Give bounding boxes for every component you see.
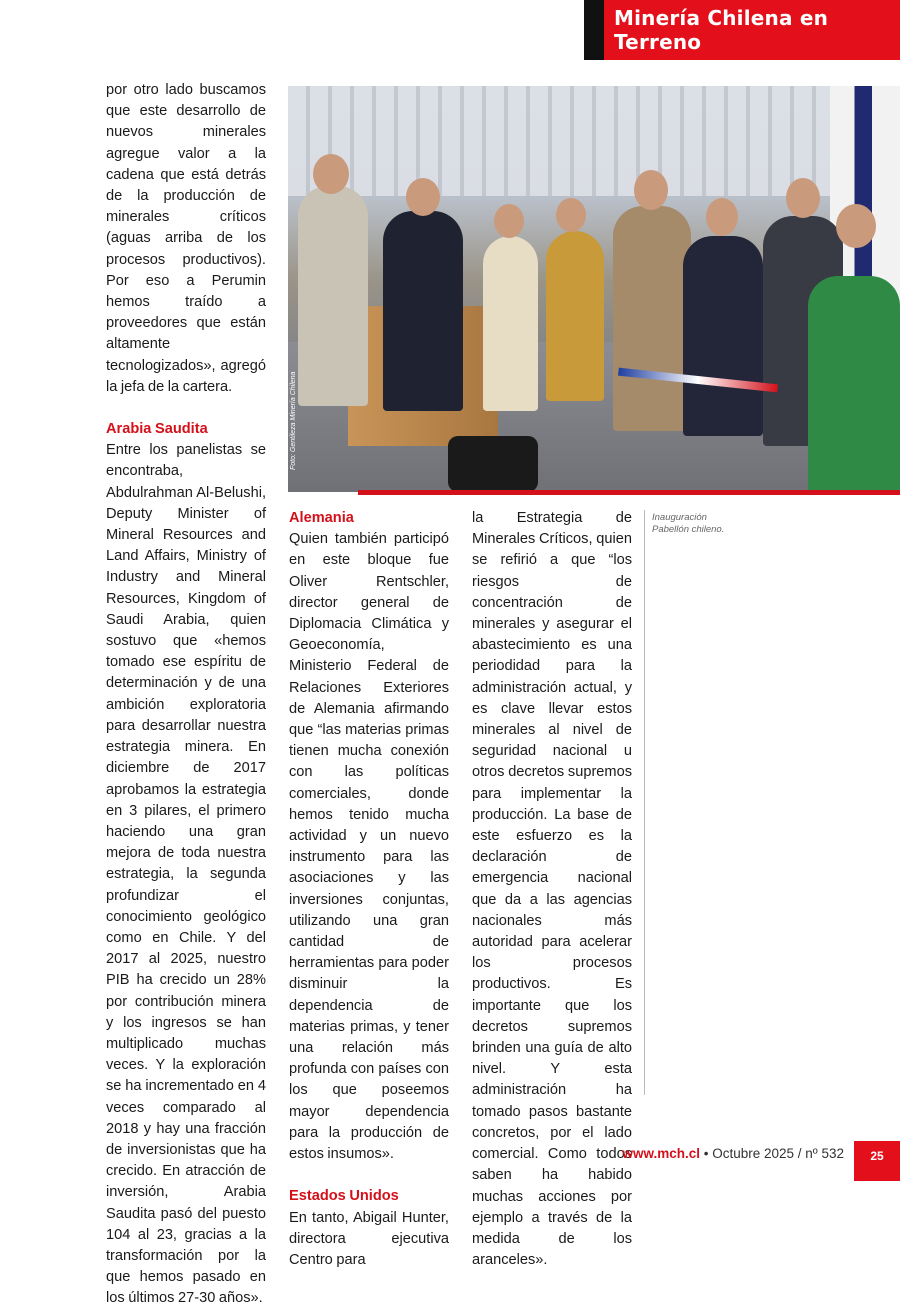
heading-estados-unidos: Estados Unidos bbox=[289, 1188, 399, 1205]
section-header bbox=[584, 0, 900, 60]
photo-caption bbox=[652, 512, 762, 536]
photo-person-head bbox=[406, 178, 440, 216]
caption-line: Inauguración bbox=[652, 512, 707, 523]
intro-paragraph: por otro lado buscamos que este desarrollo de nuevos minerales agregue valor a la cadena que está detrás de la producción de minerales críticos (aguas arriba de los procesos productivos). Por eso a Perumin hemos traído a proveedores que están altamente tecnologizados», agregó la jefa de la cartera. bbox=[106, 82, 266, 395]
footer-url[interactable]: www.mch.cl bbox=[622, 1146, 700, 1161]
photo-person bbox=[298, 186, 368, 406]
article-column-3 bbox=[472, 508, 632, 1271]
arabia-saudita-paragraph: Entre los panelistas se encontraba, Abdulrahman Al-Belushi, Deputy Minister of Mineral Resources and Land Affairs, Ministry of Industry and Mineral Resources, Kingdom of Saudi Arabia, quien sostuvo que «hemos tomado ese espíritu de determinación y de una ambición exploratoria para desarrollar nuestra estrategia minera. En diciembre de 2017 aprobamos la estrategia en 3 pilares, el primero haciendo una gran mejora de toda nuestra estrategia, la segunda profundizar el conocimiento geológico como en Chile. Y del 2017 al 2025, nuestro PIB ha crecido un 28% por contribución minera y los ingresos se han multiplicado muchas veces. Y la exploración se ha incrementado en 4 veces comparado al 2018 y hay una fracción de inversionistas que ha crecido. En atracción de inversión, Arabia Saudita pasó del puesto 104 al 23, gracias a la transformación por la que hemos pasado en los últimos 27-30 años». bbox=[106, 442, 266, 1307]
photo-red-rule bbox=[358, 490, 900, 495]
section-title: Minería Chilena en Terreno bbox=[614, 6, 829, 54]
camera bbox=[448, 436, 538, 492]
photo-person-head bbox=[836, 204, 876, 248]
photo-person bbox=[483, 236, 538, 411]
photo-person-head bbox=[556, 198, 586, 232]
footer-issue: • Octubre 2025 / nº 532 bbox=[700, 1146, 844, 1161]
event-photo bbox=[288, 86, 900, 492]
caption-line: Pabellón chileno. bbox=[652, 524, 725, 535]
photo-person-head bbox=[786, 178, 820, 218]
estados-unidos-continued-paragraph: la Estrategia de Minerales Críticos, quien se refirió a que “los riesgos de concentración de minerales y asegurar el abastecimiento es una periodidad para la administración actual, y es clave llevar estos minerales al nivel de seguridad nacional u otros decretos supremos para implementar la producción. La base de este esfuerzo es la declaración de emergencia nacional que da a las agencias nacionales más autoridad para acelerar los procesos productivos. Es importante que los decretos supremos brinden una guía de alto nivel. Y esta administración ha tomado pasos bastante concretos, por el lado comercial. Como todos saben ha habido muchas acciones por ejemplo a través de la medida de los aranceles». bbox=[472, 510, 632, 1269]
heading-arabia-saudita: Arabia Saudita bbox=[106, 421, 208, 438]
page-footer bbox=[622, 1146, 844, 1161]
photo-person bbox=[808, 276, 900, 492]
photo-person-head bbox=[313, 154, 349, 194]
heading-alemania: Alemania bbox=[289, 510, 354, 526]
photo-person-head bbox=[706, 198, 738, 236]
photo-person-head bbox=[634, 170, 668, 210]
header-tab-accent bbox=[584, 0, 604, 60]
alemania-paragraph: Quien también participó en este bloque fue Oliver Rentschler, director general de Diplomacia Climática y Geoeconomía, Ministerio Federal de Relaciones Exteriores de Alemania afirmando que “las materias primas tienen mucha conexión con las políticas comerciales, donde hemos tenido mucha actividad y un nuevo instrumento para las asociaciones y las inversiones conjuntas, utilizando una gran cantidad de herramientas para poder disminuir la dependencia de materias primas, y tener una relación más profunda con países con los que poseemos mayor dependencia para la producción de estos insumos». bbox=[289, 531, 449, 1163]
article-column-2 bbox=[289, 508, 449, 1271]
article-column-1 bbox=[106, 80, 266, 1310]
photo-person bbox=[683, 236, 763, 436]
page-number: 25 bbox=[854, 1141, 900, 1181]
photo-person-head bbox=[494, 204, 524, 238]
photo-credit: Foto: Gentileza Minería Chilena bbox=[290, 371, 297, 470]
photo-person bbox=[383, 211, 463, 411]
photo-person bbox=[613, 206, 691, 431]
estados-unidos-paragraph: En tanto, Abigail Hunter, directora ejecutiva Centro para bbox=[289, 1209, 449, 1268]
photo-person bbox=[546, 231, 604, 401]
column-divider bbox=[644, 510, 645, 1095]
